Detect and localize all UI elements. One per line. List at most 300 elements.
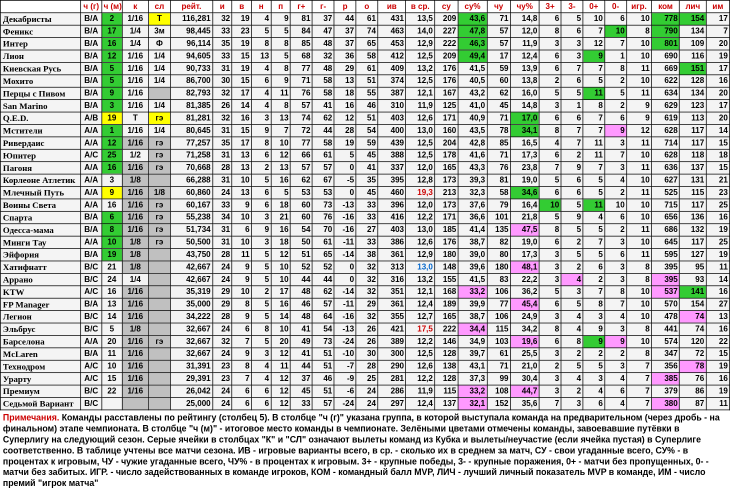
table-cell: 12,5 <box>406 137 435 149</box>
table-cell: 2 <box>605 348 627 360</box>
table-cell: 44 <box>290 273 312 285</box>
table-row <box>0 335 729 347</box>
table-row <box>0 298 729 310</box>
table-cell: 45 <box>487 100 510 112</box>
table-cell: A/C <box>81 360 102 372</box>
table-cell: 131 <box>680 174 707 186</box>
table-cell: 1/8 <box>122 174 149 186</box>
table-cell <box>122 397 149 409</box>
table-cell: 11,9 <box>406 100 435 112</box>
table-cell: 3 <box>102 174 122 186</box>
table-cell: 5 <box>539 286 561 298</box>
table-cell: -5 <box>334 174 356 186</box>
table-cell: 37 <box>334 25 356 37</box>
table-cell: 5 <box>561 360 583 372</box>
table-row <box>0 199 729 211</box>
table-cell: 8 <box>627 273 652 285</box>
table-cell: 7 <box>605 298 627 310</box>
table-cell: -24 <box>334 397 356 409</box>
table-cell: 31 <box>212 124 231 136</box>
table-cell: B/C <box>81 261 102 273</box>
table-cell: 28 <box>212 162 231 174</box>
table-cell: 379 <box>651 385 679 397</box>
table-cell: 173 <box>435 199 458 211</box>
table-cell: 154 <box>680 13 707 25</box>
table-cell: 1/16 <box>122 87 149 99</box>
table-cell: 386 <box>378 236 406 248</box>
table-cell: 151 <box>680 62 707 74</box>
table-cell: 77 <box>290 137 312 149</box>
table-cell: 32,3 <box>458 187 487 199</box>
table-cell: 690 <box>651 50 679 62</box>
table-cell: 6 <box>251 187 270 199</box>
table-cell: 3 <box>251 112 270 124</box>
table-cell: -13 <box>334 323 356 335</box>
table-cell: 7 <box>583 236 605 248</box>
table-row <box>0 100 729 112</box>
team-name: Минги Тау <box>0 236 80 248</box>
table-cell: 12 <box>271 373 290 385</box>
table-cell: 7 <box>627 373 652 385</box>
table-cell: 53 <box>290 187 312 199</box>
table-cell: гэ <box>149 162 171 174</box>
table-cell: 9 <box>232 311 251 323</box>
table-cell: 1/16 <box>122 75 149 87</box>
table-cell: гэ <box>149 211 171 223</box>
table-cell: 44 <box>290 360 312 372</box>
table-cell: 23 <box>232 25 251 37</box>
table-cell: 6 <box>605 211 627 223</box>
team-name: Легион <box>0 311 80 323</box>
table-cell: 160 <box>435 124 458 136</box>
table-cell: 118 <box>680 149 707 161</box>
column-header: ив <box>378 0 406 12</box>
table-cell: 36 <box>334 50 356 62</box>
table-cell: 10 <box>605 199 627 211</box>
table-cell: 38,7 <box>458 236 487 248</box>
table-cell: 41,5 <box>458 62 487 74</box>
table-cell: 9 <box>102 87 122 99</box>
table-cell: 629 <box>651 100 679 112</box>
table-cell: 686 <box>651 224 679 236</box>
table-cell: 5 <box>539 87 561 99</box>
table-cell: B/A <box>81 62 102 74</box>
table-cell: 6 <box>539 62 561 74</box>
table-cell: 16 <box>102 162 122 174</box>
table-cell: 4 <box>251 62 270 74</box>
table-cell: 32 <box>356 286 378 298</box>
column-header: г- <box>312 0 334 12</box>
table-cell: 46 <box>356 100 378 112</box>
table-cell <box>149 311 171 323</box>
table-cell: 33 <box>212 25 231 37</box>
table-cell: 1/8 <box>122 249 149 261</box>
table-cell: 66 <box>290 149 312 161</box>
table-cell: 10 <box>271 137 290 149</box>
table-cell: 185 <box>435 224 458 236</box>
table-cell: 90,733 <box>170 62 212 74</box>
table-cell: 71 <box>487 13 510 25</box>
table-cell: 43,2 <box>458 87 487 99</box>
table-cell: 24 <box>212 397 231 409</box>
table-cell: 21,8 <box>510 211 539 223</box>
table-cell: 10 <box>271 273 290 285</box>
table-cell: 78 <box>680 360 707 372</box>
table-cell: 396 <box>378 199 406 211</box>
table-cell: 17 <box>487 50 510 62</box>
table-cell: 16,5 <box>510 137 539 149</box>
table-cell: 76 <box>487 162 510 174</box>
table-row <box>0 187 729 199</box>
table-row <box>0 385 729 397</box>
table-cell: -16 <box>334 224 356 236</box>
table-cell: 12 <box>271 385 290 397</box>
table-cell: 80,645 <box>170 124 212 136</box>
table-cell: 180 <box>435 249 458 261</box>
table-cell: 128 <box>680 75 707 87</box>
table-cell: 36,2 <box>510 286 539 298</box>
table-cell: 13 <box>251 50 270 62</box>
column-header: им <box>706 0 730 12</box>
table-cell: 167 <box>435 87 458 99</box>
table-cell: 1/16 <box>122 50 149 62</box>
table-cell: 9 <box>251 124 270 136</box>
table-cell: 11 <box>627 224 652 236</box>
table-cell: 48 <box>290 286 312 298</box>
table-cell: 49,4 <box>458 50 487 62</box>
table-cell: 5 <box>251 335 270 347</box>
table-cell: 627 <box>651 174 679 186</box>
table-cell: 10 <box>627 286 652 298</box>
table-cell: 3 <box>539 311 561 323</box>
table-cell: 11 <box>583 149 605 161</box>
table-cell: 634 <box>651 87 679 99</box>
table-cell: 26 <box>212 100 231 112</box>
table-cell: 16,4 <box>510 199 539 211</box>
table-cell: 9 <box>627 112 652 124</box>
table-cell: 227 <box>435 25 458 37</box>
table-cell: 395 <box>378 174 406 186</box>
table-cell: 1 <box>605 50 627 62</box>
table-cell: 7 <box>583 124 605 136</box>
table-cell: T <box>122 112 149 124</box>
table-cell: 5 <box>561 199 583 211</box>
table-cell: 116 <box>680 50 707 62</box>
table-cell: 8 <box>232 360 251 372</box>
table-cell: B/A <box>81 50 102 62</box>
table-cell: 12,4 <box>406 298 435 310</box>
table-cell: 32 <box>356 261 378 273</box>
table-cell: 16 <box>271 174 290 186</box>
team-name: Одесса-мама <box>0 224 80 236</box>
table-cell: Ф <box>149 38 171 50</box>
table-cell: 2 <box>539 360 561 372</box>
table-cell: 1/8 <box>122 261 149 273</box>
table-cell: 310 <box>378 100 406 112</box>
table-row <box>0 348 729 360</box>
team-name: Лион <box>0 50 80 62</box>
table-cell: 20 <box>706 87 730 99</box>
table-cell: 136 <box>680 211 707 223</box>
table-cell: 24 <box>212 348 231 360</box>
table-cell: A/A <box>81 124 102 136</box>
column-header: о <box>356 0 378 12</box>
table-cell: -16 <box>334 311 356 323</box>
table-cell: 441 <box>651 323 679 335</box>
table-row <box>0 373 729 385</box>
table-cell: 1/4 <box>122 273 149 285</box>
table-cell: 64 <box>312 311 334 323</box>
table-cell: 10 <box>627 311 652 323</box>
table-cell: 3 <box>539 249 561 261</box>
table-cell: 389 <box>378 335 406 347</box>
table-row <box>0 50 729 62</box>
table-cell: 17 <box>232 87 251 99</box>
table-cell: 12 <box>102 137 122 149</box>
table-cell: 16 <box>271 224 290 236</box>
table-cell: 453 <box>378 38 406 50</box>
table-cell: 778 <box>651 13 679 25</box>
table-cell: 12,2 <box>406 373 435 385</box>
table-cell: 19,0 <box>510 236 539 248</box>
table-cell: 25,000 <box>170 397 212 409</box>
table-cell: 10 <box>627 174 652 186</box>
table-cell: 421 <box>378 323 406 335</box>
table-cell: 14 <box>271 311 290 323</box>
table-cell: 71 <box>290 75 312 87</box>
table-cell: 115 <box>435 385 458 397</box>
table-cell: 94,605 <box>170 50 212 62</box>
table-cell: 6 <box>583 261 605 273</box>
table-cell: 62 <box>487 87 510 99</box>
table-cell: 3 <box>539 261 561 273</box>
table-cell: B/A <box>81 13 102 25</box>
table-cell: 33,2 <box>458 286 487 298</box>
table-cell: 4 <box>251 87 270 99</box>
table-cell <box>149 348 171 360</box>
table-cell: 11 <box>706 261 730 273</box>
table-cell: 9 <box>583 323 605 335</box>
table-cell: 74 <box>680 323 707 335</box>
table-cell: 25,5 <box>510 348 539 360</box>
table-cell <box>149 298 171 310</box>
table-cell: 3 <box>251 348 270 360</box>
table-cell: 12,5 <box>406 75 435 87</box>
table-cell: 30 <box>356 348 378 360</box>
table-cell: 5 <box>583 187 605 199</box>
column-header: чу <box>487 0 510 12</box>
team-name: McLaren <box>0 348 80 360</box>
table-cell: 6 <box>605 249 627 261</box>
table-cell: B/A <box>81 25 102 37</box>
table-cell: 39,6 <box>458 261 487 273</box>
table-cell: 2 <box>583 348 605 360</box>
table-cell: 4 <box>583 385 605 397</box>
table-cell: 45 <box>356 149 378 161</box>
table-cell: 10 <box>627 38 652 50</box>
table-cell: 32 <box>212 13 231 25</box>
table-cell: 8 <box>561 335 583 347</box>
table-cell: 83 <box>487 273 510 285</box>
table-cell: 12 <box>627 124 652 136</box>
table-cell: 132 <box>680 224 707 236</box>
table-cell: 47 <box>312 25 334 37</box>
team-name: Киевская Русь <box>0 62 80 74</box>
table-cell: 13 <box>271 112 290 124</box>
table-cell: 81,385 <box>170 100 212 112</box>
table-cell: 29 <box>212 298 231 310</box>
table-cell: 7 <box>271 124 290 136</box>
table-cell: 15 <box>232 124 251 136</box>
table-cell: 17 <box>232 137 251 149</box>
table-cell: 5 <box>583 249 605 261</box>
table-cell: A/A <box>81 335 102 347</box>
table-cell: 33 <box>212 50 231 62</box>
table-cell: 10 <box>627 211 652 223</box>
column-header: р <box>334 0 356 12</box>
table-cell: 2 <box>605 224 627 236</box>
table-row <box>0 249 729 261</box>
table-cell: 17 <box>706 100 730 112</box>
table-cell: 71 <box>487 149 510 161</box>
table-cell: 13 <box>271 162 290 174</box>
team-name: Феникс <box>0 25 80 37</box>
team-name: Барселона <box>0 335 80 347</box>
table-cell: 400 <box>378 124 406 136</box>
table-cell: 55 <box>356 87 378 99</box>
table-cell: A/C <box>81 149 102 161</box>
table-cell: 7 <box>627 385 652 397</box>
table-cell: 337 <box>378 162 406 174</box>
table-cell: 6 <box>539 50 561 62</box>
table-cell: 99 <box>487 373 510 385</box>
table-cell: 33 <box>212 199 231 211</box>
table-cell: 29 <box>356 298 378 310</box>
table-cell: 70 <box>312 224 334 236</box>
table-cell: 2 <box>251 286 270 298</box>
table-cell: 416 <box>378 211 406 223</box>
table-cell: 13,8 <box>510 75 539 87</box>
table-cell: 134 <box>680 25 707 37</box>
table-cell: 98,445 <box>170 25 212 37</box>
table-cell: 17 <box>706 13 730 25</box>
table-cell: 9 <box>605 124 627 136</box>
table-cell: 12,0 <box>406 199 435 211</box>
table-cell: 1/16 <box>122 124 149 136</box>
table-cell: 49 <box>290 335 312 347</box>
table-cell: 32 <box>356 273 378 285</box>
table-cell: 43,6 <box>458 13 487 25</box>
table-cell: 128 <box>435 373 458 385</box>
table-cell: 34,9 <box>458 335 487 347</box>
table-cell: 1/16 <box>122 286 149 298</box>
table-cell: гэ <box>149 335 171 347</box>
table-cell: 65 <box>356 38 378 50</box>
table-cell: 106 <box>487 286 510 298</box>
table-cell: 460 <box>378 187 406 199</box>
table-cell: 8 <box>583 298 605 310</box>
table-cell: 18 <box>271 236 290 248</box>
table-cell: 645 <box>651 236 679 248</box>
table-cell: 395 <box>651 261 679 273</box>
table-cell <box>149 385 171 397</box>
table-cell: 5 <box>102 323 122 335</box>
table-cell: 0 <box>334 187 356 199</box>
table-cell: 58 <box>312 87 334 99</box>
table-cell: 24 <box>212 187 231 199</box>
table-cell: -6 <box>334 385 356 397</box>
table-cell: 3 <box>539 348 561 360</box>
table-cell: A/A <box>81 236 102 248</box>
team-name: Воины Света <box>0 199 80 211</box>
table-cell: -10 <box>334 348 356 360</box>
table-cell: 1 <box>561 100 583 112</box>
table-cell: 35 <box>212 38 231 50</box>
table-cell: 5 <box>251 298 270 310</box>
table-cell: 137 <box>680 162 707 174</box>
table-cell: 41,5 <box>458 273 487 285</box>
table-cell: 12,4 <box>510 50 539 62</box>
table-cell: 7 <box>583 25 605 37</box>
table-cell: 14 <box>706 124 730 136</box>
table-cell: 76 <box>680 373 707 385</box>
table-cell: 16 <box>271 298 290 310</box>
table-cell: 19 <box>334 137 356 149</box>
table-cell: 10 <box>271 323 290 335</box>
team-name: Технодром <box>0 360 80 372</box>
table-cell: 40,5 <box>458 75 487 87</box>
table-cell: 106 <box>487 311 510 323</box>
table-cell: 176 <box>435 62 458 74</box>
table-cell: 40,9 <box>458 112 487 124</box>
table-cell: 714 <box>651 137 679 149</box>
table-cell: 4 <box>561 273 583 285</box>
table-cell: 30,4 <box>510 373 539 385</box>
table-cell: 6 <box>605 13 627 25</box>
table-cell: 4 <box>605 397 627 409</box>
table-row <box>0 62 729 74</box>
table-cell: 21 <box>271 211 290 223</box>
table-cell: 2 <box>605 187 627 199</box>
table-cell: 96,114 <box>170 38 212 50</box>
table-cell: 180 <box>487 261 510 273</box>
table-cell: 9 <box>627 100 652 112</box>
table-cell: 4 <box>605 311 627 323</box>
column-header: сл <box>149 0 171 12</box>
table-cell: 28 <box>334 124 356 136</box>
table-cell: 21 <box>102 261 122 273</box>
table-cell: 128 <box>435 348 458 360</box>
team-name: FP Manager <box>0 298 80 310</box>
table-cell: 23,8 <box>510 162 539 174</box>
table-cell: 51,734 <box>170 224 212 236</box>
table-cell: 1/16 <box>122 373 149 385</box>
table-cell: 120 <box>680 335 707 347</box>
table-cell: B/C <box>81 397 102 409</box>
table-cell: 11 <box>627 137 652 149</box>
table-cell: 6 <box>232 224 251 236</box>
table-cell: 13,0 <box>406 124 435 136</box>
table-cell: 44 <box>312 124 334 136</box>
table-cell: 2 <box>561 261 583 273</box>
table-cell: 51 <box>312 385 334 397</box>
table-cell: 39,7 <box>458 348 487 360</box>
team-name: Млечный Путь <box>0 187 80 199</box>
table-cell: 117 <box>680 199 707 211</box>
table-cell: 60 <box>290 211 312 223</box>
table-cell: 313 <box>378 261 406 273</box>
table-cell: 8 <box>539 323 561 335</box>
